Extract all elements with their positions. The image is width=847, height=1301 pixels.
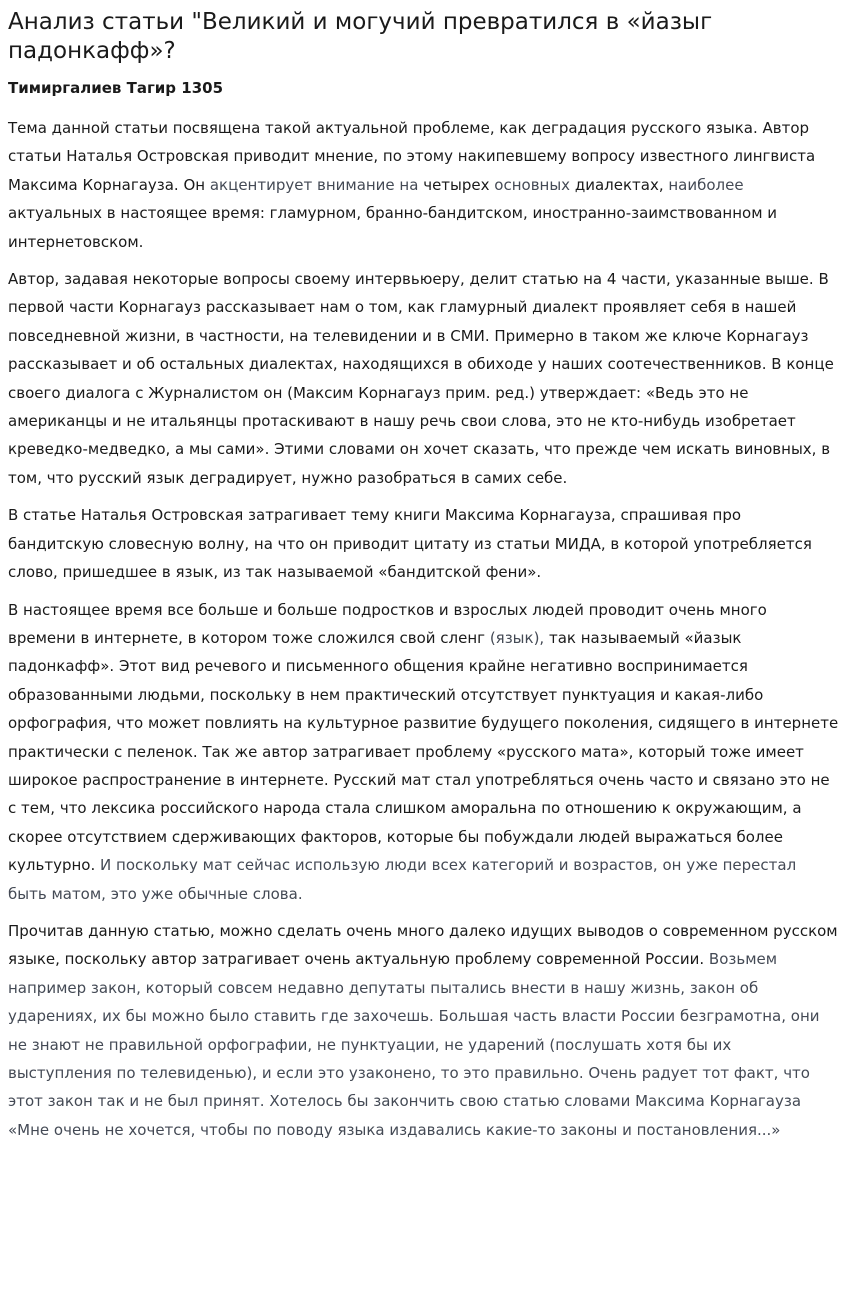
paragraph-text-segment: наиболее [668,175,744,194]
paragraph-text-segment: так называемый «йазык падонкафф». Этот вид речевого и письменного общения крайне негативно воспринимается образованными людьми, поскольку в нем практический отсутствует пунктуация и какая-либо орфография, что может повлиять на культурное развитие будущего поколения, сидящего в интернете практически с пеленок. Так же автор затрагивает проблему «русского мата», который тоже имеет широкое распространение в интернете. Русский мат стал употребляться очень часто и связано это не с тем, что лексика российского народа стала слишком аморальна по отношению к окружающим, а скорее отсутствием сдерживающих факторов, которые бы побуждали людей выражаться более культурно. [8,628,839,875]
paragraph-text-segment: актуальных в настоящее время: гламурном, бранно-бандитском, иностранно-заимствованном и интернетовском. [8,204,778,251]
article-paragraph [8,596,839,908]
article-paragraph [8,917,839,1144]
article-paragraph [8,501,839,586]
paragraph-text-segment: В настоящее время все больше и больше подростков и взрослых людей проводит очень много времени в интернете, в котором тоже сложился свой сленг [8,600,767,647]
paragraph-text-segment: основных [494,175,571,194]
paragraph-text-segment: Прочитав данную статью, можно сделать очень много далеко идущих выводов о современном русском языке, поскольку автор затрагивает очень актуальную проблему современной России. [8,921,838,969]
article-title: Анализ статьи "Великий и могучий превратился в «йазыг падонкафф»? [8,9,713,64]
paragraph-text-segment: В статье Наталья Островская затрагивает тему книги Максима Корнагауза, спрашивая про бандитскую словесную волну, на что он приводит цитату из статьи МИДА, в которой употребляется слово, пришедшее в язык, из так называемой «бандитской фени». [8,506,812,582]
paragraph-text-segment: (язык), [489,628,545,647]
paragraph-text-segment: Тема данной статьи посвящена такой актуальной проблеме, как деградация русского языка. Автор статьи Наталья Островская приводит мнение, по этому накипевшему вопросу известного лингвиста Максима Корнагауза. Он [8,119,816,194]
article-paragraph [8,265,839,492]
paragraph-text-segment: акцентирует внимание на [209,175,419,194]
paragraph-text-segment: И поскольку мат сейчас использую люди всех категорий и возрастов, он уже перестал быть матом, это уже обычные слова. [8,856,797,903]
paragraph-text-segment: Автор, задавая некоторые вопросы своему интервьюеру, делит статью на 4 части, указанные выше. В первой части Корнагауз рассказывает нам о том, как гламурный диалект проявляет себя в нашей повседневной жизни, в частности, на телевидении и в СМИ. Примерно в таком же ключе Корнагауз рассказывает и об остальных диалектах, находящихся в обиходе у наших соотечественников. В конце своего диалога с Журналистом он (Максим Корнагауз прим. ред.) утверждает: «Ведь это не американцы и не итальянцы протаскивают в нашу речь свои слова, это не кто-нибудь изобретает креведко-медведко, а мы сами». Этими словами он хочет сказать, что прежде чем искать виновных, в том, что русский язык деградирует, нужно разобраться в самих себе. [8,270,834,487]
paragraph-text-segment: Возьмем например закон, который совсем недавно депутаты пытались внести в нашу жизнь, закон об ударениях, их бы можно было ставить где захочешь. Большая часть власти России безграмотна, они не знают не правильной орфографии, не пунктуации, не ударений (послушать хотя бы их выступления по телевиденью), и если это узаконено, то это правильно. Очень радует тот факт, что этот закон так и не был принят. Хотелось бы закончить свою статью словами Максима Корнагауза «Мне очень не хочется, чтобы по поводу языка издавались какие-то законы и постановления...» [8,950,820,1139]
article-paragraph [8,114,839,256]
article-author: Тимиргалиев Тагир 1305 [8,79,224,97]
paragraph-text-segment: диалектах, [570,175,669,194]
article-body [8,114,839,1144]
paragraph-text-segment: четырех [418,175,495,194]
